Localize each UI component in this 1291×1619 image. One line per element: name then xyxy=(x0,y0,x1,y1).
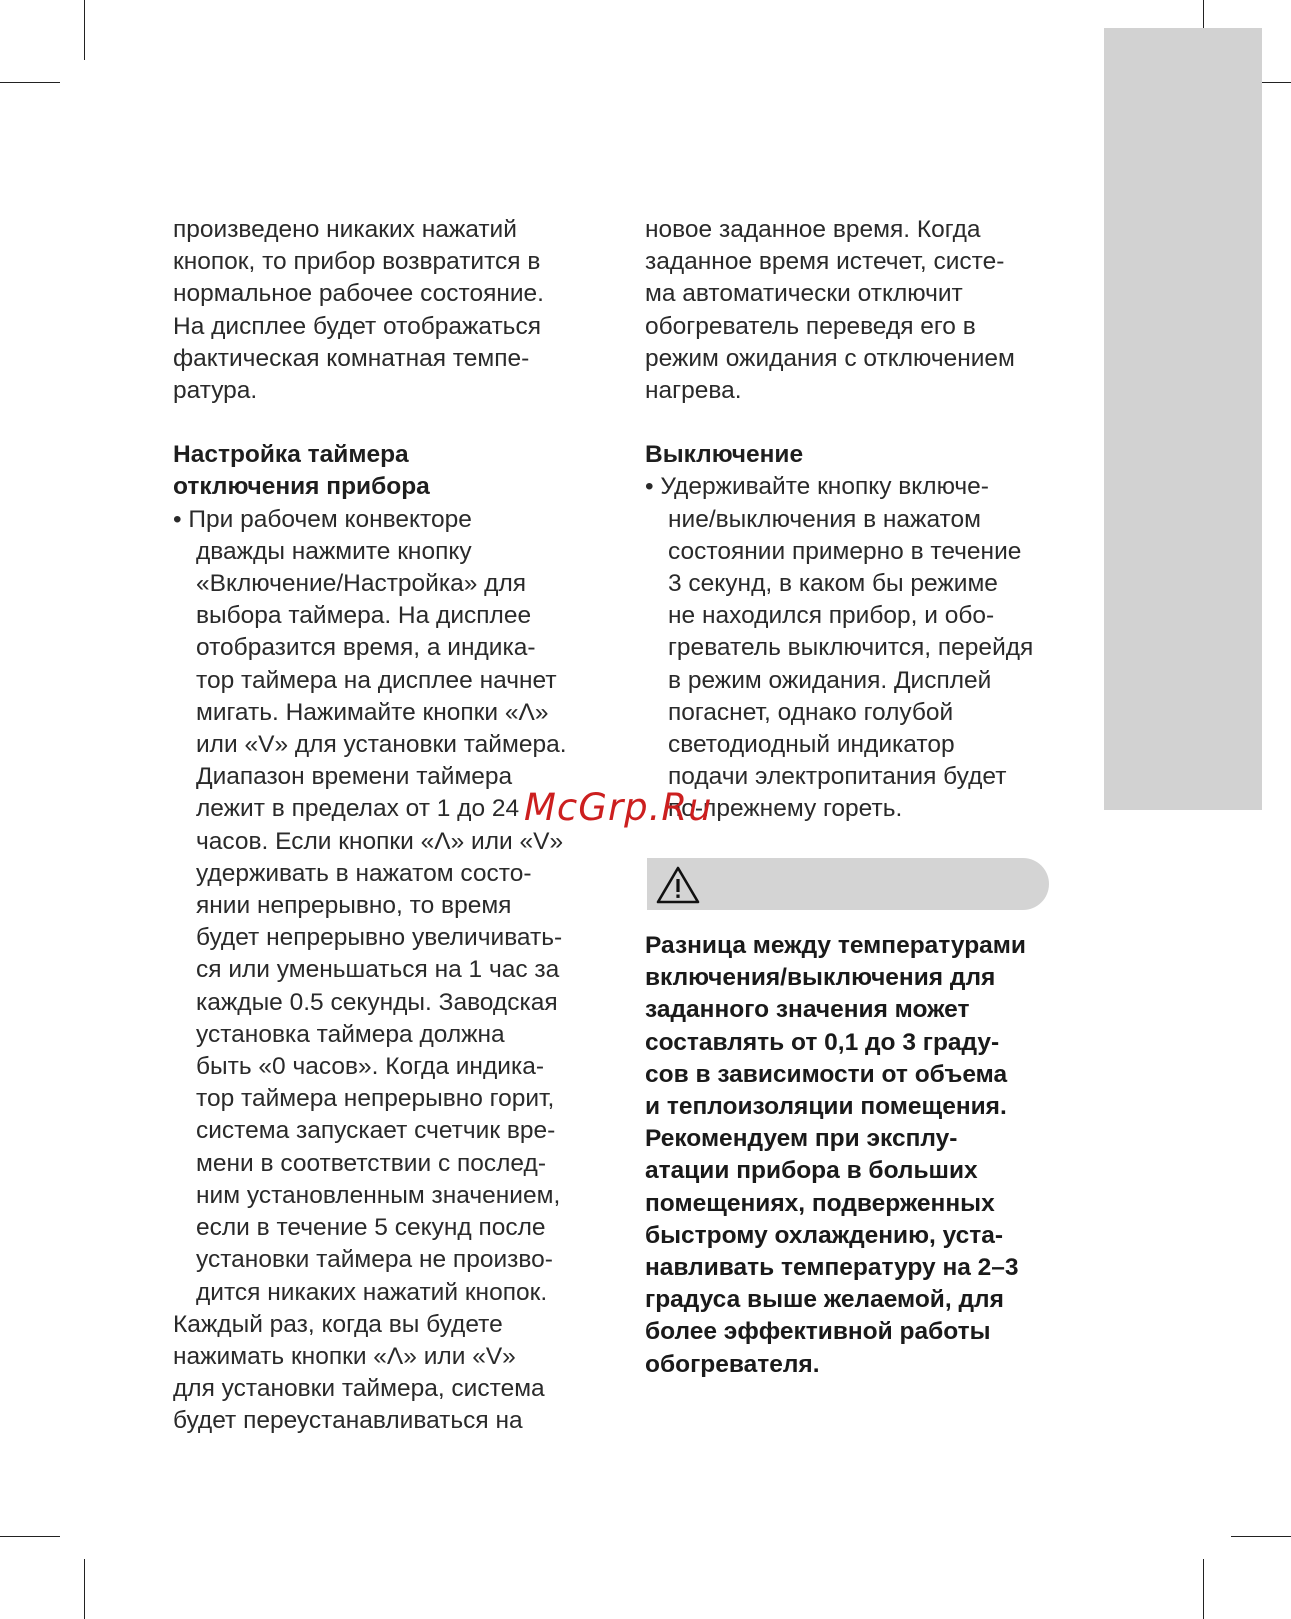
bullet-line: лежит в пределах от 1 до 24 xyxy=(196,795,520,823)
warning-line: и теплоизоляции помещения. xyxy=(645,1093,1007,1121)
bullet-line: система запускает счетчик вре- xyxy=(196,1117,556,1145)
right-intro xyxy=(645,214,1075,407)
section-heading-off: Выключение xyxy=(645,441,804,469)
warning-line: заданного значения может xyxy=(645,996,970,1024)
bullet-line: если в течение 5 секунд после xyxy=(196,1214,546,1242)
crop-mark xyxy=(1231,1536,1291,1537)
warning-text xyxy=(645,930,1075,1381)
bullet-line: мени в соответствии с послед- xyxy=(196,1149,546,1177)
bullet-line: ся или уменьшаться на 1 час за xyxy=(196,956,560,984)
watermark: McGrp.Ru xyxy=(524,786,713,829)
text-line: заданное время истечет, систе- xyxy=(645,248,1005,276)
bullet-line: установки таймера не произво- xyxy=(196,1246,553,1274)
warning-triangle-icon xyxy=(655,865,701,905)
bullet-line: быть «0 часов». Когда индика- xyxy=(196,1053,544,1081)
right-column xyxy=(645,214,1075,826)
warning-line: более эффективной работы xyxy=(645,1318,991,1346)
crop-mark xyxy=(0,1536,60,1537)
bullet-line: или «V» для установки таймера. xyxy=(196,731,567,759)
bullet-line: подачи электропитания будет xyxy=(668,763,1007,791)
bullet-line: светодиодный индикатор xyxy=(668,731,955,759)
text-line: Каждый раз, когда вы будете xyxy=(173,1310,503,1338)
bullet-line: дважды нажмите кнопку xyxy=(196,537,472,565)
bullet-line: • Удерживайте кнопку включе- xyxy=(645,473,989,501)
text-line: обогреватель переведя его в xyxy=(645,312,976,340)
text-line: ратура. xyxy=(173,377,258,405)
bullet-line: состоянии примерно в течение xyxy=(668,537,1022,565)
bullet-line: янии непрерывно, то время xyxy=(196,892,512,920)
text-line: фактическая комнатная темпе- xyxy=(173,344,530,372)
text-line: На дисплее будет отображаться xyxy=(173,312,541,340)
warning-line: атации прибора в больших xyxy=(645,1157,978,1185)
bullet-line: «Включение/Настройка» для xyxy=(196,570,527,598)
warning-line: составлять от 0,1 до 3 граду- xyxy=(645,1028,1000,1056)
text-line: будет переустанавливаться на xyxy=(173,1407,523,1435)
bullet-line: в режим ожидания. Дисплей xyxy=(668,666,992,694)
timer-bullet xyxy=(173,504,613,1309)
bullet-line: погаснет, однако голубой xyxy=(668,698,954,726)
section-heading-timer-line2: отключения прибора xyxy=(173,473,430,501)
crop-mark xyxy=(0,82,60,83)
warning-line: градуса выше желаемой, для xyxy=(645,1286,1004,1314)
bullet-line: отобразится время, а индика- xyxy=(196,634,536,662)
crop-mark xyxy=(84,0,85,60)
bullet-line: ним установленным значением, xyxy=(196,1181,561,1209)
bullet-line: дится никаких нажатий кнопок. xyxy=(196,1278,548,1306)
warning-line: включения/выключения для xyxy=(645,964,996,992)
bullet-line: ние/выключения в нажатом xyxy=(668,505,981,533)
bullet-line: по-прежнему гореть. xyxy=(668,795,903,823)
text-line: для установки таймера, система xyxy=(173,1375,545,1403)
bullet-line: тор таймера на дисплее начнет xyxy=(196,666,557,694)
text-line: режим ожидания с отключением xyxy=(645,344,1015,372)
bullet-line: • При рабочем конвекторе xyxy=(173,505,472,533)
warning-line: обогревателя. xyxy=(645,1350,820,1378)
bullet-line: установка таймера должна xyxy=(196,1020,505,1048)
bullet-line: выбора таймера. На дисплее xyxy=(196,602,532,630)
warning-line: Разница между температурами xyxy=(645,932,1026,959)
text-line: нажимать кнопки «Λ» или «V» xyxy=(173,1342,516,1370)
warning-line: сов в зависимости от объема xyxy=(645,1060,1008,1088)
bullet-line: каждые 0.5 секунды. Заводская xyxy=(196,988,558,1016)
bullet-line: Диапазон времени таймера xyxy=(196,763,513,791)
left-tail xyxy=(173,1309,613,1438)
text-line: нагрева. xyxy=(645,377,742,405)
crop-mark xyxy=(1203,1559,1204,1619)
crop-mark xyxy=(84,1559,85,1619)
bullet-line: 3 секунд, в каком бы режиме xyxy=(668,570,998,598)
side-tab xyxy=(1104,28,1262,810)
text-line: кнопок, то прибор возвратится в xyxy=(173,248,541,276)
bullet-line: часов. Если кнопки «Λ» или «V» xyxy=(196,827,564,855)
text-line: ма автоматически отключит xyxy=(645,280,963,308)
off-bullet xyxy=(645,471,1075,825)
bullet-line: мигать. Нажимайте кнопки «Λ» xyxy=(196,698,549,726)
section-heading-timer: Настройка таймера xyxy=(173,441,409,469)
warning-banner xyxy=(647,858,1049,910)
warning-line: помещениях, подверженных xyxy=(645,1189,995,1217)
bullet-line: удерживать в нажатом состо- xyxy=(196,859,532,887)
warning-line: Рекомендуем при эксплу- xyxy=(645,1125,958,1153)
bullet-line: тор таймера непрерывно горит, xyxy=(196,1085,555,1113)
bullet-line: греватель выключится, перейдя xyxy=(668,634,1034,662)
bullet-line: не находился прибор, и обо- xyxy=(668,602,995,630)
text-line: новое заданное время. Когда xyxy=(645,216,981,243)
left-intro xyxy=(173,214,613,407)
text-line: нормальное рабочее состояние. xyxy=(173,280,544,308)
warning-line: быстрому охлаждению, уста- xyxy=(645,1221,1004,1249)
bullet-line: будет непрерывно увеличивать- xyxy=(196,924,563,952)
warning-line: навливать температуру на 2–3 xyxy=(645,1254,1019,1282)
text-line: произведено никаких нажатий xyxy=(173,216,517,243)
